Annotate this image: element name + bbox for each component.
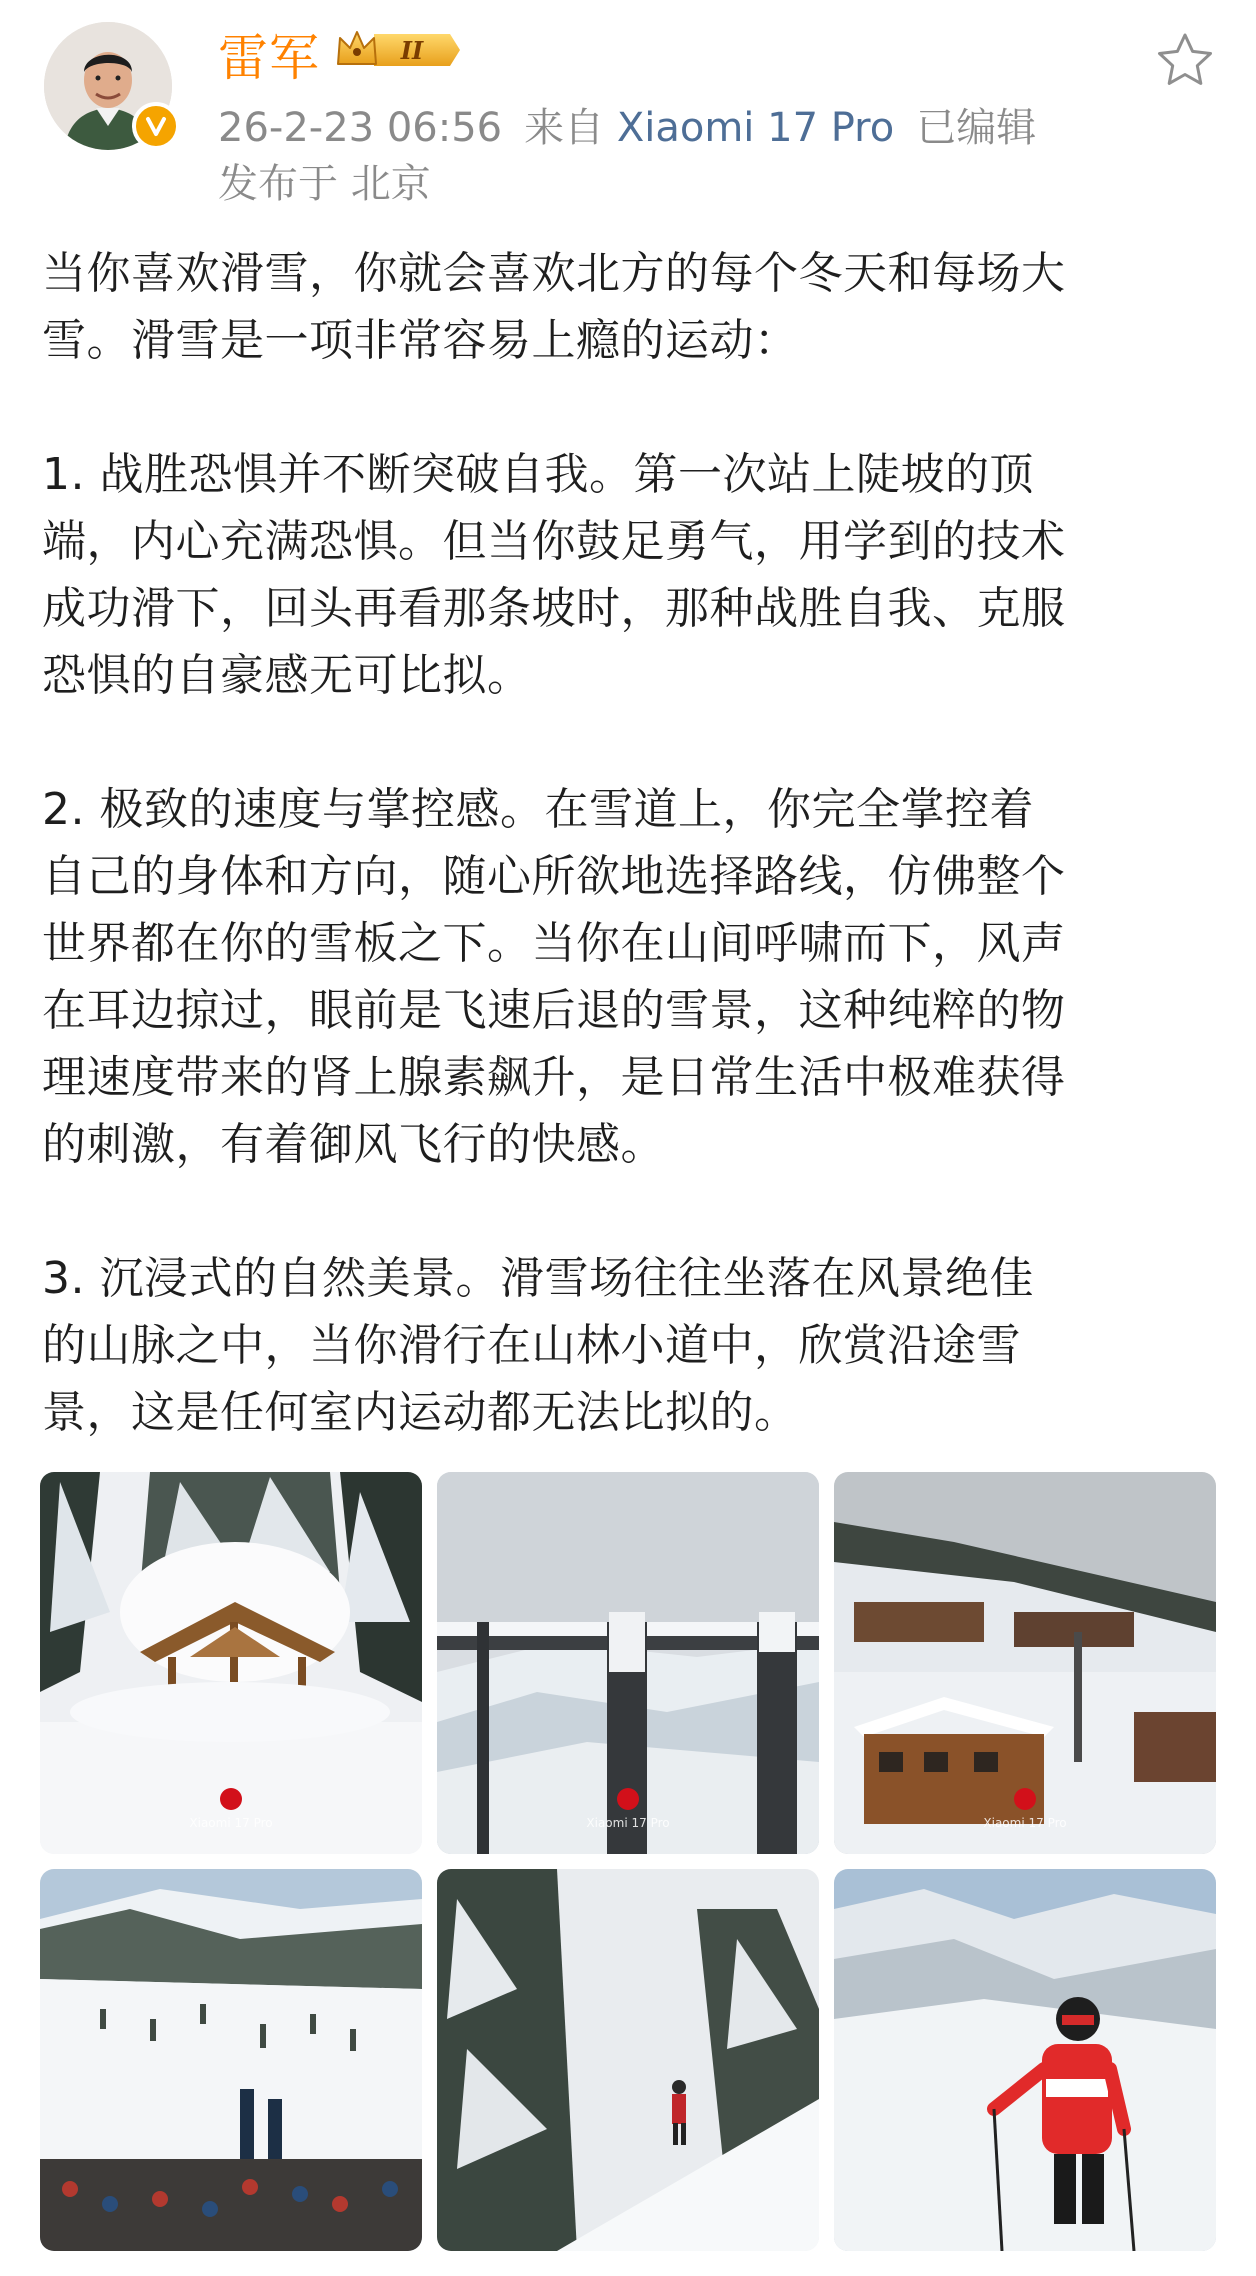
- crown-badge-icon[interactable]: [334, 28, 462, 72]
- photo-skier-red-jacket[interactable]: [834, 1869, 1216, 2251]
- username[interactable]: 雷军: [218, 29, 320, 87]
- post-body: [42, 240, 1222, 1446]
- verified-v-icon: [132, 102, 180, 150]
- photo-watermark: Xiaomi 17 Pro: [586, 1816, 670, 1830]
- post-line: 的山脉之中，当你滑行在山林小道中，欣赏沿途雪: [42, 1320, 1021, 1371]
- post-line: 世界都在你的雪板之下。当你在山间呼啸而下，风声: [42, 918, 1066, 969]
- photo-skier-between-trees[interactable]: [437, 1869, 819, 2251]
- source-prefix: 来自: [524, 105, 605, 151]
- photo-watermark: Xiaomi 17 Pro: [983, 1816, 1067, 1830]
- post-line: 在耳边掠过，眼前是飞速后退的雪景，这种纯粹的物: [42, 985, 1066, 1036]
- post-blank-line: [42, 1178, 1222, 1245]
- photo-snowy-railing-valley[interactable]: [437, 1472, 819, 1854]
- avatar[interactable]: [44, 22, 172, 150]
- post-line: 景，这是任何室内运动都无法比拟的。: [42, 1387, 799, 1438]
- badge-level: II: [400, 36, 424, 65]
- post-line: 2. 极致的速度与掌控感。在雪道上，你完全掌控着: [42, 784, 1034, 835]
- leica-logo-icon: [220, 1788, 242, 1810]
- leica-logo-icon: [617, 1788, 639, 1810]
- star-outline-icon[interactable]: [1154, 30, 1216, 92]
- post-line: 恐惧的自豪感无可比拟。: [42, 650, 532, 701]
- post-header: [0, 0, 1256, 210]
- post-meta: [218, 96, 1036, 153]
- post-timestamp: 26-2-23 06:56: [218, 105, 503, 151]
- post-line: 理速度带来的肾上腺素飙升，是日常生活中极难获得: [42, 1052, 1066, 1103]
- edited-label[interactable]: 已编辑: [916, 105, 1037, 151]
- post-line: 当你喜欢滑雪，你就会喜欢北方的每个冬天和每场大: [42, 248, 1066, 299]
- leica-logo-icon: [1014, 1788, 1036, 1810]
- post-line: 端，内心充满恐惧。但当你鼓足勇气，用学到的技术: [42, 516, 1066, 567]
- photo-snow-covered-gazebo[interactable]: [40, 1472, 422, 1854]
- post-blank-line: [42, 374, 1222, 441]
- photo-ski-village-chalets[interactable]: [834, 1472, 1216, 1854]
- post-line: 雪。滑雪是一项非常容易上瘾的运动：: [42, 315, 799, 366]
- post-line: 自己的身体和方向，随心所欲地选择路线，仿佛整个: [42, 851, 1066, 902]
- post-line: 1. 战胜恐惧并不断突破自我。第一次站上陡坡的顶: [42, 449, 1034, 500]
- post-line: 3. 沉浸式的自然美景。滑雪场往往坐落在风景绝佳: [42, 1253, 1034, 1304]
- post-blank-line: [42, 709, 1222, 776]
- post-location: 发布于 北京: [218, 161, 431, 207]
- photo-ski-slope-crowd[interactable]: [40, 1869, 422, 2251]
- post-line: 的刺激，有着御风飞行的快感。: [42, 1119, 665, 1170]
- device-link[interactable]: Xiaomi 17 Pro: [616, 105, 895, 151]
- post-line: 成功滑下，回头再看那条坡时，那种战胜自我、克服: [42, 583, 1066, 634]
- photo-watermark: Xiaomi 17 Pro: [189, 1816, 273, 1830]
